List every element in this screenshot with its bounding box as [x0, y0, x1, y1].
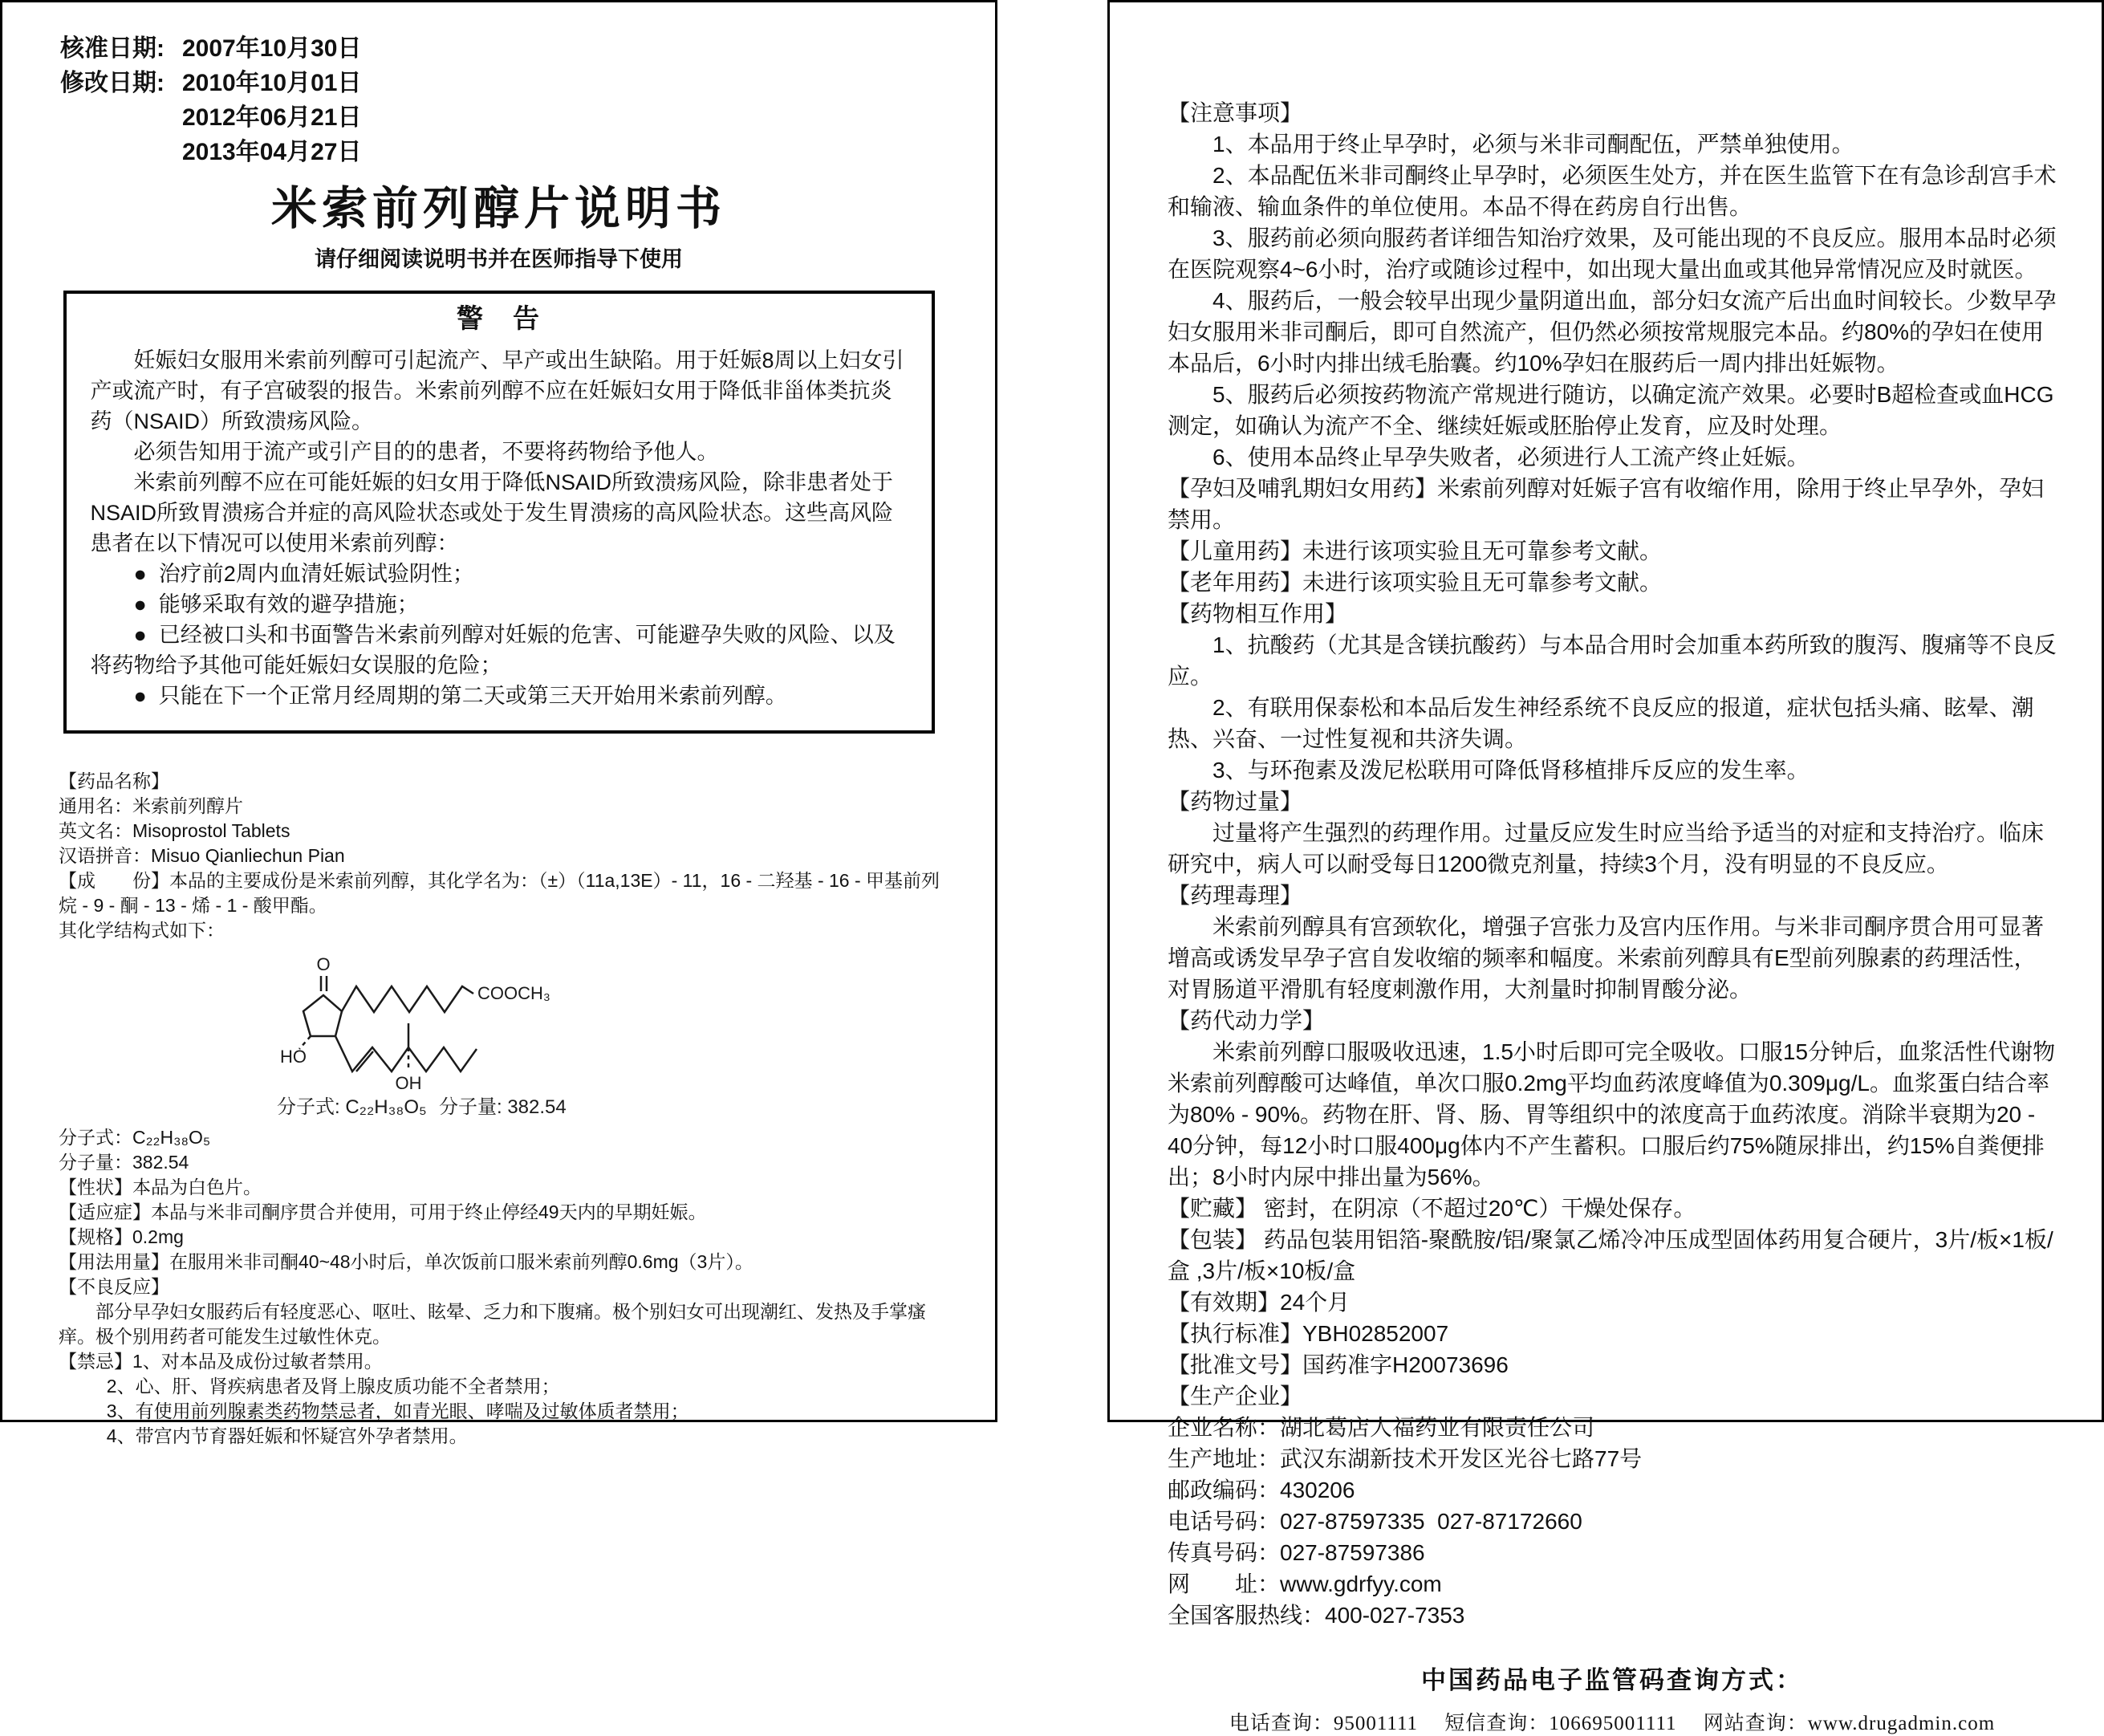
packaging-line: 【包装】 药品包装用铝箔-聚酰胺/铝/聚氯乙烯冷冲压成型固体药用复合硬片，3片/板×1板/盒 ,3片/板×10板/盒 — [1168, 1227, 2053, 1283]
website-line: 网 址：www.gdrfyy.com — [1168, 1571, 1442, 1596]
hydroxyl-ho-label: HO — [280, 1047, 307, 1067]
warning-bullet: ● 只能在下一个正常月经周期的第二天或第三天开始用米索前列醇。 — [133, 684, 787, 708]
hydroxyl-oh-label: OH — [395, 1073, 422, 1093]
address-line: 生产地址：武汉东湖新技术开发区光谷七路77号 — [1168, 1446, 1643, 1471]
pharmacokinetics-text: 米索前列醇口服吸收迅速，1.5小时后即可完全吸收。口服15分钟后，血浆活性代谢物米索前列醇酸可达峰值，单次口服0.2mg平均血药浓度峰值为0.309μg/L。血浆蛋白结合率为80% - 90%。药物在肝、肾、肠、胃等组织中的浓度高于血药浓度。消除半衰期为20 - 40分钟，每12小时口服400μg体内不产生蓄积。口服后约75%随尿排出，约15%自粪便排出；8小时内尿中排出量为56%。 — [1168, 1039, 2056, 1189]
footer-title: 中国药品电子监管码查询方式： — [1421, 1666, 1803, 1694]
approval-date-value: 2007年10月30日 — [182, 35, 362, 62]
structure-weight-caption: 分子量: 382.54 — [439, 1096, 567, 1118]
approval-dates — [60, 31, 995, 169]
interaction-item: 2、有联用保泰松和本品后发生神经系统不良反应的报道，症状包括头痛、眩晕、潮热、兴奋、一过性复视和共济失调。 — [1168, 695, 2034, 751]
warning-bullet: ● 已经被口头和书面警告米索前列醇对妊娠的危害、可能避孕失败的风险、以及将药物给予其他可能妊娠妇女误服的危险； — [90, 623, 896, 677]
contraindication-item: 4、带宫内节育器妊娠和怀疑宫外孕者禁用。 — [106, 1425, 468, 1446]
contraindication-item: 【禁忌】1、对本品及成份过敏者禁用。 — [59, 1351, 383, 1372]
ester-group-label: COOCH₃ — [477, 983, 550, 1003]
regulatory-code-footer — [1168, 1660, 2057, 1736]
insert-page-left — [0, 0, 997, 1446]
page-title: 米索前列醇片说明书 — [271, 183, 726, 234]
pregnancy-use-line: 【孕妇及哺乳期妇女用药】米索前列醇对妊娠子宫有收缩作用，除用于终止早孕外，孕妇禁用。 — [1168, 476, 2045, 532]
english-name-line: 英文名：Misoprostol Tablets — [59, 820, 290, 841]
company-name-line: 企业名称：湖北葛店人福药业有限责任公司 — [1168, 1415, 1595, 1440]
structure-intro-line: 其化学结构式如下： — [59, 920, 225, 941]
precaution-item: 2、本品配伍米非司酮终止早孕时，必须医生处方，并在医生监管下在有急诊刮宫手术和输液、输血条件的单位使用。本品不得在药房自行出售。 — [1168, 163, 2057, 219]
right-body — [1168, 97, 2057, 1631]
precaution-item: 6、使用本品终止早孕失败者，必须进行人工流产终止妊娠。 — [1212, 445, 1810, 470]
revision-date-value: 2013年04月27日 — [182, 139, 362, 165]
ketone-oxygen-label: O — [316, 954, 331, 974]
fax-line: 传真号码：027-87597386 — [1168, 1540, 1425, 1565]
warning-title: 警 告 — [457, 303, 541, 333]
strength-line: 【规格】0.2mg — [59, 1226, 184, 1247]
pediatric-use-line: 【儿童用药】未进行该项实验且无可靠参考文献。 — [1168, 539, 1663, 563]
description-line: 【性状】本品为白色片。 — [59, 1177, 262, 1197]
standard-line: 【执行标准】YBH02852007 — [1168, 1321, 1449, 1346]
molecular-formula-line: 分子式：C₂₂H₃₈O₅ — [59, 1127, 211, 1148]
precaution-item: 3、服药前必须向服药者详细告知治疗效果，及可能出现的不良反应。服用本品时必须在医院观察4~6小时，治疗或随诊过程中，如出现大量出血或其他异常情况应及时就医。 — [1168, 226, 2057, 282]
chemical-structure — [266, 949, 945, 1122]
lower-chain — [335, 1036, 477, 1071]
approval-date-row — [60, 31, 995, 66]
pinyin-name-line: 汉语拼音：Misuo Qianliechun Pian — [59, 845, 345, 866]
revision-date-value: 2012年06月21日 — [182, 104, 362, 131]
molecular-weight-line: 分子量：382.54 — [59, 1152, 189, 1173]
approval-number-line: 【批准文号】国药准字H20073696 — [1168, 1352, 1509, 1377]
dosage-line: 【用法用量】在服用米非司酮40~48小时后，单次饭前口服米索前列醇0.6mg（3片）。 — [59, 1251, 753, 1272]
revision-date-row — [60, 66, 995, 100]
indication-line: 【适应症】本品与米非司酮序贯合并使用，可用于终止停经49天内的早期妊娠。 — [59, 1201, 707, 1222]
contraindication-item: 2、心、肝、肾疾病患者及肾上腺皮质功能不全者禁用； — [106, 1376, 560, 1397]
overdose-label: 【药物过量】 — [1168, 789, 1303, 814]
footer-query-line: 电话查询：95001111 短信查询：106695001111 网站查询：www.drugadmin.com — [1229, 1713, 1996, 1734]
interaction-item: 1、抗酸药（尤其是含镁抗酸药）与本品合用时会加重本药所致的腹泻、腹痛等不良反应。 — [1168, 632, 2057, 689]
page-subtitle: 请仔细阅读说明书并在医师指导下使用 — [315, 247, 683, 271]
precaution-item: 5、服药后必须按药物流产常规进行随访，以确定流产效果。必要时B超检查或血HCG测定，如确认为流产不全、继续妊娠或胚胎停止发育，应及时处理。 — [1168, 382, 2054, 438]
warning-paragraph: 米索前列醇不应在可能妊娠的妇女用于降低NSAID所致溃疡风险，除非患者处于NSAID所致胃溃疡合并症的高风险状态或处于发生胃溃疡的高风险状态。这些高风险患者在以下情况可以使用米索前列醇： — [90, 470, 894, 555]
adverse-reactions-text: 部分早孕妇女服药后有轻度恶心、呕吐、眩晕、乏力和下腹痛。极个别妇女可出现潮红、发热及手掌瘙痒。极个别用药者可能发生过敏性休克。 — [59, 1301, 926, 1347]
chemical-structure-drawing — [266, 949, 715, 1122]
pharmacology-text: 米索前列醇具有宫颈软化，增强子宫张力及宫内压作用。与米非司酮序贯合用可显著增高或诱发早孕子宫自发收缩的频率和幅度。米索前列醇具有E型前列腺素的药理活性，对胃肠道平滑肌有轻度刺激作用，大剂量时抑制胃酸分泌。 — [1168, 914, 2045, 1002]
warning-box — [63, 291, 935, 734]
warning-bullet: ● 能够采取有效的避孕措施； — [133, 592, 419, 616]
interaction-item: 3、与环孢素及泼尼松联用可降低肾移植排斥反应的发生率。 — [1212, 758, 1810, 783]
warning-paragraph: 必须告知用于流产或引产目的的患者，不要将药物给予他人。 — [133, 440, 719, 464]
pharmacology-label: 【药理毒理】 — [1168, 883, 1303, 908]
drug-interactions-label: 【药物相互作用】 — [1168, 601, 1348, 626]
generic-name-line: 通用名：米索前列醇片 — [59, 795, 243, 816]
phone-line: 电话号码：027-87597335 027-87172660 — [1168, 1509, 1582, 1534]
precautions-label: 【注意事项】 — [1168, 100, 1303, 125]
storage-line: 【贮藏】 密封，在阴凉（不超过20℃）干燥处保存。 — [1168, 1196, 1696, 1221]
section-drug-name-label: 【药品名称】 — [59, 770, 169, 791]
cyclopentane-ring — [303, 995, 342, 1036]
shelf-life-line: 【有效期】24个月 — [1168, 1290, 1351, 1315]
revision-date-row — [60, 100, 995, 135]
insert-page-right — [1107, 0, 2104, 1734]
warning-bullet: ● 治疗前2周内血清妊娠试验阴性； — [133, 562, 474, 586]
revision-date-row — [60, 135, 995, 169]
structure-formula-caption: 分子式: C₂₂H₃₈O₅ — [277, 1096, 427, 1118]
upper-chain — [342, 986, 473, 1012]
revision-date-value: 2010年10月01日 — [182, 70, 362, 96]
revision-date-label: 修改日期: — [60, 70, 165, 96]
composition-line: 【成 份】本品的主要成份是米索前列醇，其化学名为：（±）（11a,13E）- 11，16 - 二羟基 - 16 - 甲基前列烷 - 9 - 酮 - 13 - 烯 - 1 - 酸甲酯。 — [59, 870, 940, 916]
manufacturer-label: 【生产企业】 — [1168, 1384, 1303, 1409]
left-body — [59, 769, 945, 1449]
contraindication-item: 3、有使用前列腺素类药物禁忌者，如青光眼、哮喘及过敏体质者禁用； — [106, 1401, 689, 1421]
adverse-reactions-label: 【不良反应】 — [59, 1276, 169, 1297]
postcode-line: 邮政编码：430206 — [1168, 1478, 1355, 1502]
geriatric-use-line: 【老年用药】未进行该项实验且无可靠参考文献。 — [1168, 570, 1663, 595]
approval-date-label: 核准日期: — [60, 35, 165, 62]
hotline-line: 全国客服热线：400-027-7353 — [1168, 1603, 1465, 1628]
overdose-text: 过量将产生强烈的药理作用。过量反应发生时应当给予适当的对症和支持治疗。临床研究中，病人可以耐受每日1200微克剂量，持续3个月，没有明显的不良反应。 — [1168, 820, 2045, 876]
warning-paragraph: 妊娠妇女服用米索前列醇可引起流产、早产或出生缺陷。用于妊娠8周以上妇女引产或流产时，有子宫破裂的报告。米索前列醇不应在妊娠妇女用于降低非甾体类抗炎药（NSAID）所致溃疡风险。 — [90, 348, 904, 433]
precaution-item: 4、服药后，一般会较早出现少量阴道出血，部分妇女流产后出血时间较长。少数早孕妇女服用米非司酮后，即可自然流产，但仍然必须按常规服完本品。约80%的孕妇在使用本品后，6小时内排出绒毛胎囊。约10%孕妇在服药后一周内排出妊娠物。 — [1168, 288, 2057, 376]
precaution-item: 1、本品用于终止早孕时，必须与米非司酮配伍，严禁单独使用。 — [1212, 132, 1854, 157]
pharmacokinetics-label: 【药代动力学】 — [1168, 1008, 1326, 1033]
